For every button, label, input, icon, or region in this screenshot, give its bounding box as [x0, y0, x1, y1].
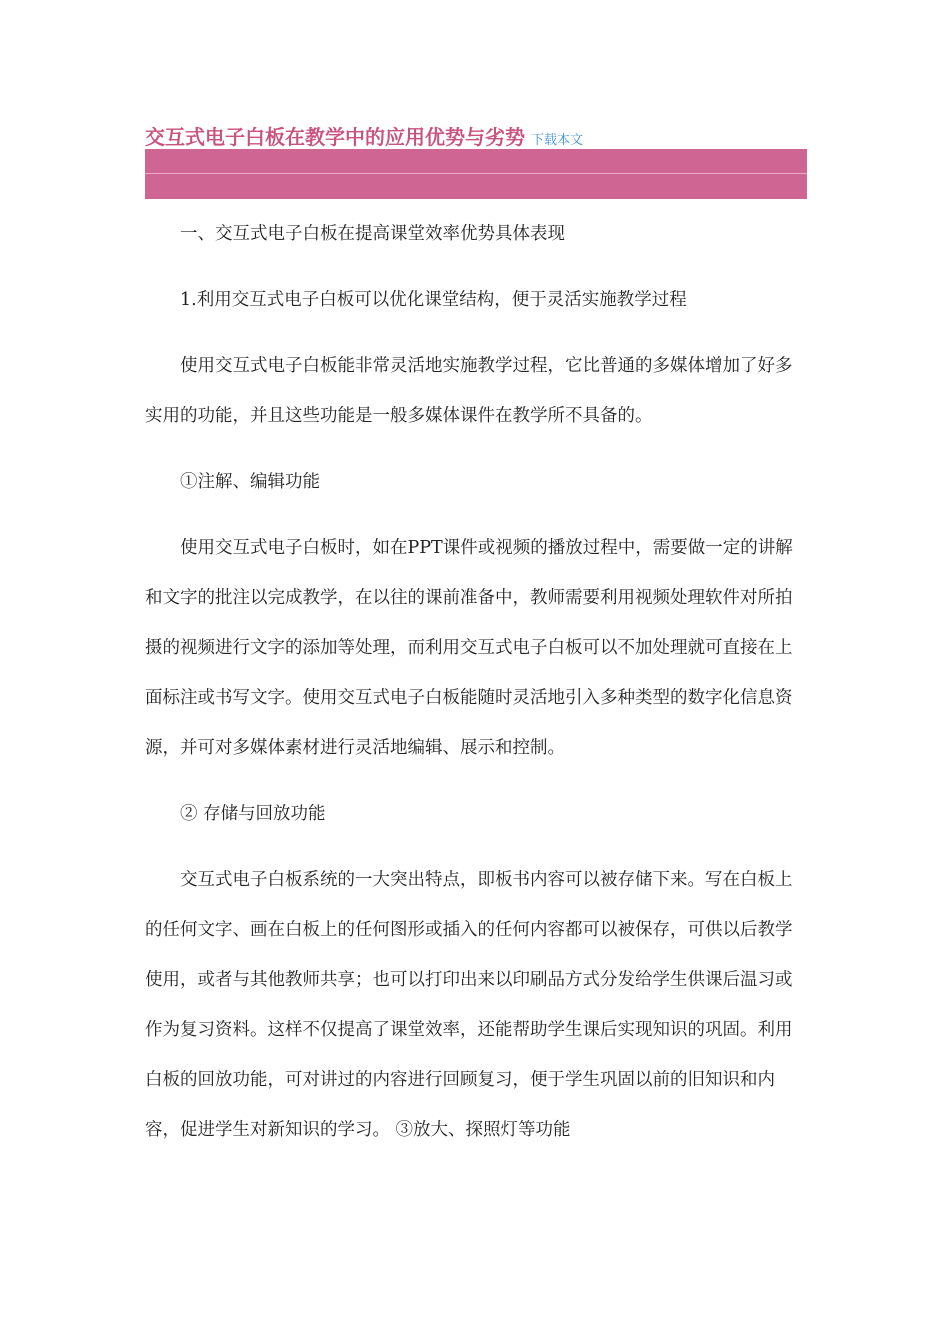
- body-paragraph: 使用交互式电子白板时，如在PPT课件或视频的播放过程中，需要做一定的讲解和文字的批注以完成教学，在以往的课前准备中，教师需要利用视频处理软件对所拍摄的视频进行文字的添加等处理，而利用交互式电子白板可以不加处理就可直接在上面标注或书写文字。使用交互式电子白板能随时灵活地引入多种类型的数字化信息资源，并可对多媒体素材进行灵活地编辑、展示和控制。: [145, 538, 793, 758]
- banner-divider: [145, 173, 807, 174]
- subsection-heading: 1.利用交互式电子白板可以优化课堂结构，便于灵活实施教学过程: [180, 290, 687, 310]
- title-banner: [145, 149, 807, 199]
- article-body: [145, 209, 807, 1155]
- body-paragraph: 使用交互式电子白板能非常灵活地实施教学过程，它比普通的多媒体增加了好多实用的功能，并且这些功能是一般多媒体课件在教学所不具备的。: [145, 356, 793, 426]
- download-link[interactable]: 下载本文: [531, 133, 584, 148]
- document-title: 交互式电子白板在教学中的应用优势与劣势: [145, 125, 525, 149]
- feature-heading: ①注解、编辑功能: [180, 472, 320, 492]
- section-heading: 一、交互式电子白板在提高课堂效率优势具体表现: [180, 224, 565, 244]
- feature-heading: ② 存储与回放功能: [180, 804, 326, 824]
- body-paragraph: 交互式电子白板系统的一大突出特点，即板书内容可以被存储下来。写在白板上的任何文字、画在白板上的任何图形或插入的任何内容都可以被保存，可供以后教学使用，或者与其他教师共享；也可以打印出来以印刷品方式分发给学生供课后温习或作为复习资料。这样不仅提高了课堂效率，还能帮助学生课后实现知识的巩固。利用白板的回放功能，可对讲过的内容进行回顾复习，便于学生巩固以前的旧知识和内容，促进学生对新知识的学习。 ③放大、探照灯等功能: [145, 870, 793, 1140]
